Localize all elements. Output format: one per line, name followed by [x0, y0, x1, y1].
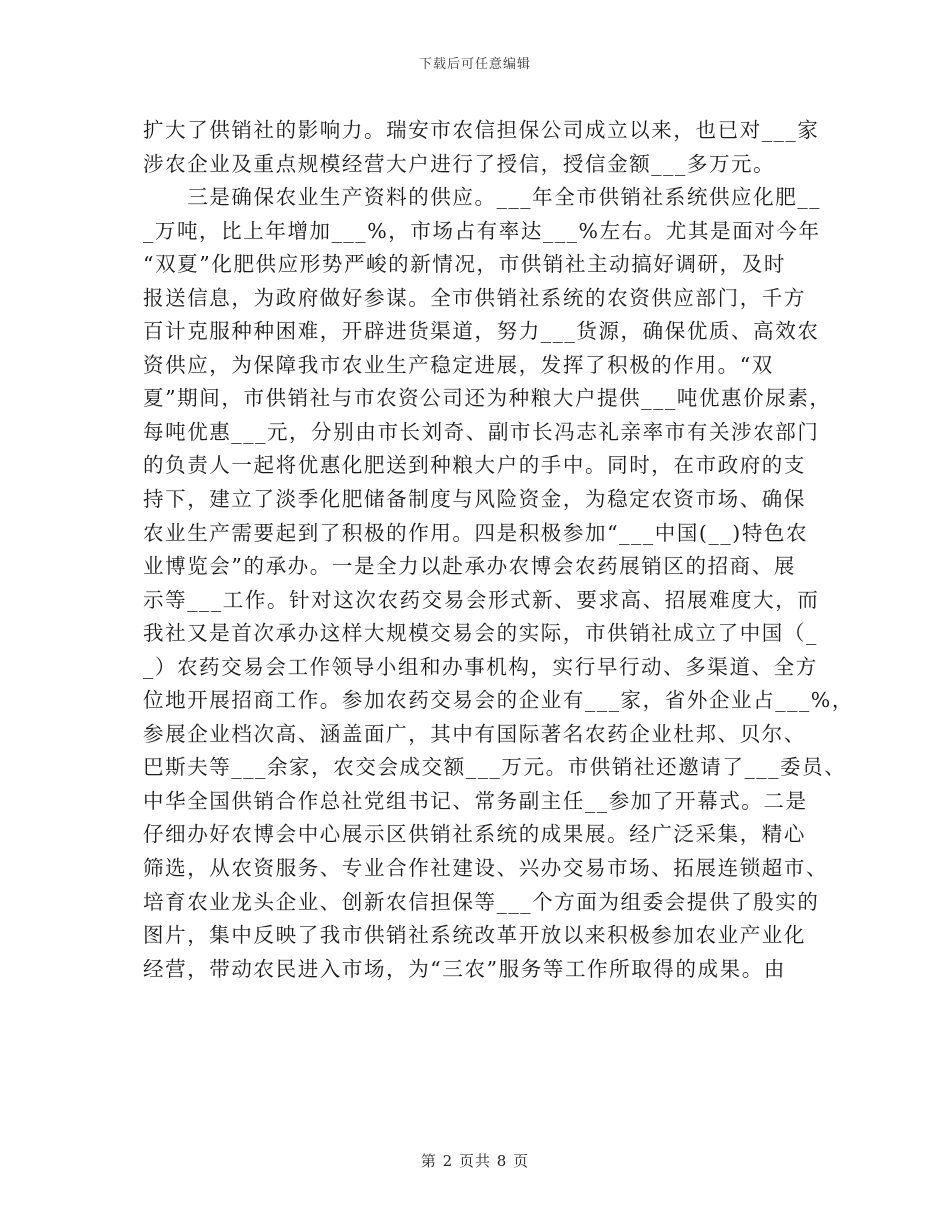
text-line: 农业生产需要起到了积极的作用。四是积极参加“___中国(__)特色农	[143, 520, 809, 545]
text-line: _万吨，比上年增加___%，市场占有率达___%左右。尤其是面对今年	[143, 218, 821, 243]
text-line: 筛选，从农资服务、专业合作社建设、兴办交易市场、拓展连锁超市、	[143, 856, 829, 881]
text-line: 每吨优惠___元，分别由市长刘奇、副市长冯志礼亲率市有关涉农部门	[143, 419, 820, 444]
text-line: 百计克服种种困难，开辟进货渠道，努力___货源，确保优质、高效农	[143, 319, 820, 344]
text-line: 资供应，为保障我市农业生产稳定进展，发挥了积极的作用。“双	[143, 352, 774, 377]
text-line: 扩大了供销社的影响力。瑞安市农信担保公司成立以来，也已对___家	[143, 118, 820, 142]
text-line: 报送信息，为政府做好参谋。全市供销社系统的农资供应部门，千方	[143, 285, 806, 310]
text-line: 我社又是首次承办这样大规模交易会的实际，市供销社成立了中国（_	[143, 621, 818, 646]
text-line: 夏”期间，市供销社与市农资公司还为种粮大户提供___吨优惠价尿素，	[143, 386, 832, 411]
text-line: 经营，带动农民进入市场，为“三农”服务等工作所取得的成果。由	[143, 956, 786, 981]
text-line: 中华全国供销合作总社党组书记、常务副主任__参加了开幕式。二是	[143, 788, 808, 813]
page-footer: 第 2 页共 8 页	[420, 1152, 530, 1170]
text-line: 的负责人一起将优惠化肥送到种粮大户的手中。同时，在市政府的支	[143, 453, 806, 478]
text-line: 图片，集中反映了我市供销社系统改革开放以来积极参加农业产业化	[143, 923, 806, 948]
text-line: 培育农业龙头企业、创新农信担保等___个方面为组委会提供了殷实的	[143, 889, 820, 914]
text-line: 仔细办好农博会中心展示区供销社系统的成果展。经广泛采集，精心	[143, 822, 806, 847]
text-line: 涉农企业及重点规模经营大户进行了授信，授信金额___多万元。	[143, 151, 776, 176]
text-line: _）农药交易会工作领导小组和办事机构，实行早行动、多渠道、全方	[143, 654, 818, 679]
text-line: 参展企业档次高、涵盖面广，其中有国际著名农药企业杜邦、贝尔、	[143, 721, 806, 746]
text-line: 业博览会”的承办。一是全力以赴承办农博会农药展销区的招商、展	[143, 554, 796, 579]
text-line: 三是确保农业生产资料的供应。___年全市供销社系统供应化肥__	[143, 185, 822, 210]
text-line: “双夏”化肥供应形势严峻的新情况，市供销社主动搞好调研，及时	[143, 252, 786, 277]
text-line: 巴斯夫等___余家，农交会成交额___万元。市供销社还邀请了___委员、	[143, 755, 847, 780]
text-line: 持下，建立了淡季化肥储备制度与风险资金，为稳定农资市场、确保	[143, 487, 806, 512]
body-text	[143, 114, 854, 986]
page-header: 下载后可任意编辑	[418, 57, 531, 72]
text-line: 示等___工作。针对这次农药交易会形式新、要求高、招展难度大，而	[143, 587, 820, 612]
text-line: 位地开展招商工作。参加农药交易会的企业有___家，省外企业占___%，	[143, 688, 854, 713]
